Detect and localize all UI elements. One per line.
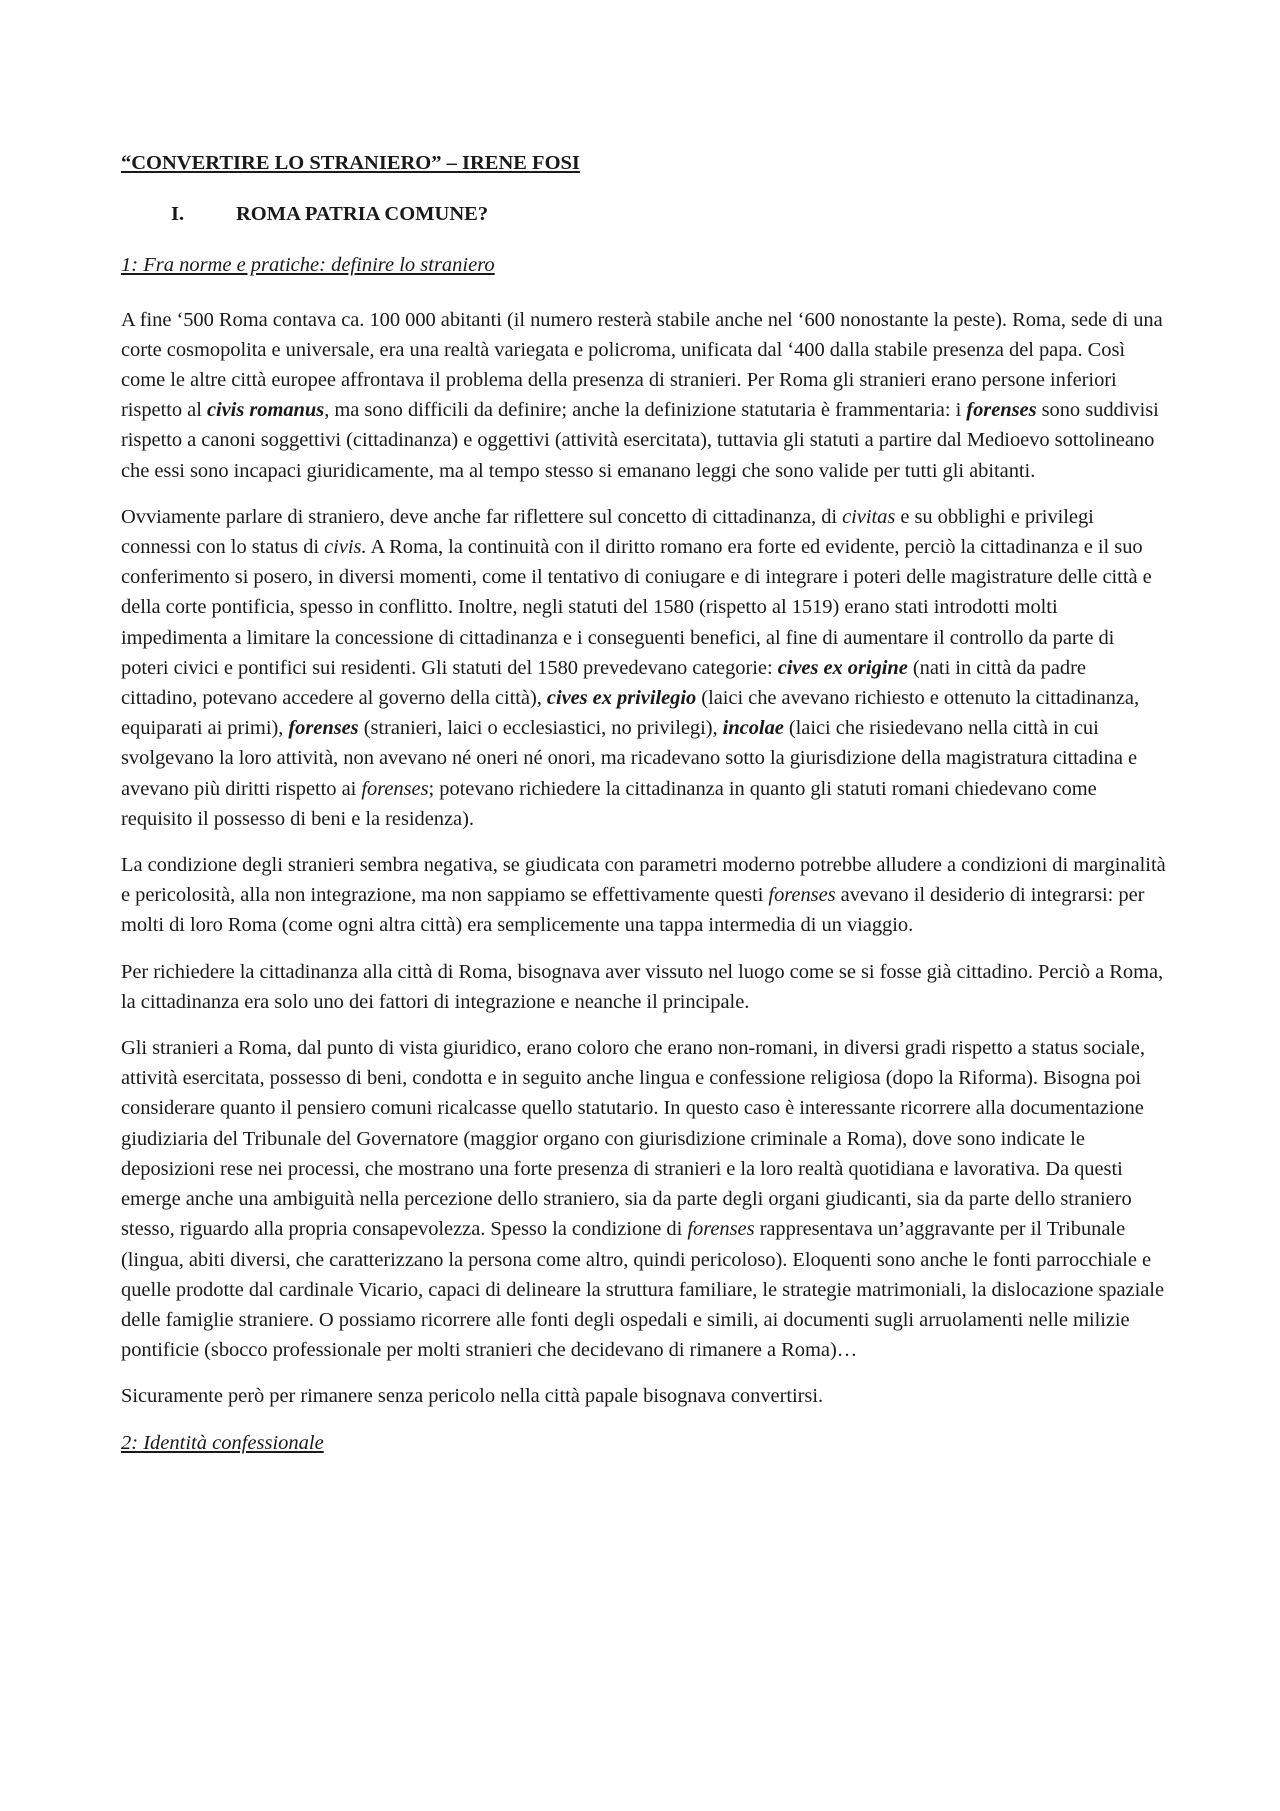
- body-paragraph: [121, 850, 1166, 941]
- emphasized-term: forenses: [288, 717, 359, 740]
- chapter-title: ROMA PATRIA COMUNE?: [236, 203, 489, 226]
- paragraph-text: sono suddivisi rispetto a canoni soggettivi (cittadinanza) e oggettivi (attività esercitata), tuttavia gli statuti a partire dal Medioevo sottolineano che essi sono incapaci giuridicamente, ma al tempo stesso si emanano leggi che sono valide per tutti gli abitanti.: [121, 399, 1159, 482]
- body-paragraph: [121, 1381, 1166, 1411]
- paragraph-text: Gli stranieri a Roma, dal punto di vista giuridico, erano coloro che erano non-romani, in diversi gradi rispetto a status sociale, attività esercitata, possesso di beni, condotta e in seguito anche lingua e confessione religiosa (dopo la Riforma). Bisogna poi considerare quanto il pensiero comuni ricalcasse quello statutario. In questo caso è interessante ricorrere alla documentazione giudiziaria del Tribunale del Governatore (maggior organo con giurisdizione criminale a Roma), dove sono indicate le deposizioni rese nei processi, che mostrano una forte presenza di stranieri e la loro realtà quotidiana e lavorativa. Da questi emerge anche una ambiguità nella percezione dello straniero, sia da parte degli organi giudicanti, sia da parte dello straniero stesso, riguardo alla propria consapevolezza. Spesso la condizione di: [121, 1037, 1145, 1241]
- emphasized-term: forenses: [966, 399, 1037, 422]
- paragraph-text: A fine ‘500 Roma contava ca. 100 000 abitanti (il numero resterà stabile anche nel ‘600 nonostante la peste). Roma, sede di una corte cosmopolita e universale, era una realtà variegata e policroma, unificata dal ‘400 dalla stabile presenza del papa. Così come le altre città europee affrontava il problema della presenza di stranieri. Per Roma gli stranieri erano persone inferiori rispetto al: [121, 308, 1163, 422]
- document-title: “CONVERTIRE LO STRANIERO” – IRENE FOSI: [121, 152, 580, 174]
- emphasized-term: forenses: [361, 777, 429, 800]
- paragraph-text: e su obblighi e privilegi connessi con lo status di: [121, 505, 1094, 559]
- paragraph-text: La condizione degli stranieri sembra negativa, se giudicata con parametri moderno potrebbe alludere a condizioni di marginalità e pericolosità, alla non integrazione, ma non sappiamo se effettivamente questi: [121, 854, 1166, 907]
- emphasized-term: forenses: [687, 1218, 755, 1241]
- emphasized-term: civis.: [324, 536, 367, 559]
- paragraph-text: (laici che risiedevano nella città in cui svolgevano la loro attività, non avevano né oneri né onori, ma ricadevano sotto la giurisdizione della magistratura cittadina e avevano più diritti rispetto ai: [121, 717, 1138, 800]
- body-paragraph: [121, 305, 1166, 486]
- emphasized-term: civitas: [842, 505, 896, 528]
- body-paragraph: [121, 957, 1166, 1017]
- emphasized-term: cives ex privilegio: [546, 687, 697, 710]
- paragraph-text: Per richiedere la cittadinanza alla città di Roma, bisognava aver vissuto nel luogo come se si fosse già cittadino. Perciò a Roma, la cittadinanza era solo uno dei fattori di integrazione e neanche il principale.: [121, 960, 1164, 1013]
- section-1-title: 1: Fra norme e pratiche: definire lo straniero: [121, 254, 495, 277]
- paragraph-text: rappresentava un’aggravante per il Tribunale (lingua, abiti diversi, che caratterizzano la persona come altro, quindi pericoloso). Eloquenti sono anche le fonti parrocchiale e quelle prodotte dal cardinale Vicario, capaci di delineare la struttura familiare, le strategie matrimoniali, la dislocazione spaziale delle famiglie straniere. O possiamo ricorrere alle fonti degli ospedali e simili, ai documenti sugli arruolamenti nelle milizie pontificie (sbocco professionale per molti stranieri che decidevano di rimanere a Roma)…: [121, 1218, 1164, 1362]
- paragraph-text: (nati in città da padre cittadino, potevano accedere al governo della città),: [121, 656, 1086, 710]
- paragraph-text: Sicuramente però per rimanere senza pericolo nella città papale bisognava convertirsi.: [121, 1385, 824, 1408]
- paragraph-text: (stranieri, laici o ecclesiastici, no privilegi),: [358, 717, 723, 740]
- chapter-number: I.: [171, 203, 185, 226]
- document-page: [121, 148, 1166, 1482]
- chapter-heading: [121, 199, 1166, 229]
- emphasized-term: incolae: [722, 717, 784, 740]
- paragraph-text: ; potevano richiedere la cittadinanza in quanto gli statuti romani chiedevano come requisito il possesso di beni e la residenza).: [121, 777, 1097, 830]
- paragraph-text: (laici che avevano richiesto e ottenuto la cittadinanza, equiparati ai primi),: [121, 687, 1140, 740]
- paragraph-text: avevano il desiderio di integrarsi: per molti di loro Roma (come ogni altra città) era semplicemente una tappa intermedia di un viaggio.: [121, 884, 1145, 937]
- section-2-title: 2: Identità confessionale: [121, 1431, 324, 1454]
- emphasized-term: cives ex origine: [777, 656, 908, 679]
- paragraph-text: , ma sono difficili da definire; anche la definizione statutaria è frammentaria: i: [324, 399, 967, 422]
- body-paragraph: [121, 1033, 1166, 1365]
- body-paragraphs: [121, 305, 1166, 1412]
- paragraph-text: A Roma, la continuità con il diritto romano era forte ed evidente, perciò la cittadinanza e il suo conferimento si posero, in diversi momenti, come il tentativo di coniugare e di integrare i poteri delle magistrature delle città e della corte pontificia, spesso in conflitto. Inoltre, negli statuti del 1580 (rispetto al 1519) erano stati introdotti molti impedimenta a limitare la concessione di cittadinanza e i conseguenti benefici, al fine di aumentare il controllo da parte di poteri civici e pontifici sui residenti. Gli statuti del 1580 prevedevano categorie:: [121, 536, 1152, 679]
- emphasized-term: forenses: [768, 884, 836, 907]
- body-paragraph: [121, 502, 1166, 834]
- emphasized-term: civis romanus: [206, 399, 325, 422]
- paragraph-text: Ovviamente parlare di straniero, deve anche far riflettere sul concetto di cittadinanza, di: [121, 505, 843, 528]
